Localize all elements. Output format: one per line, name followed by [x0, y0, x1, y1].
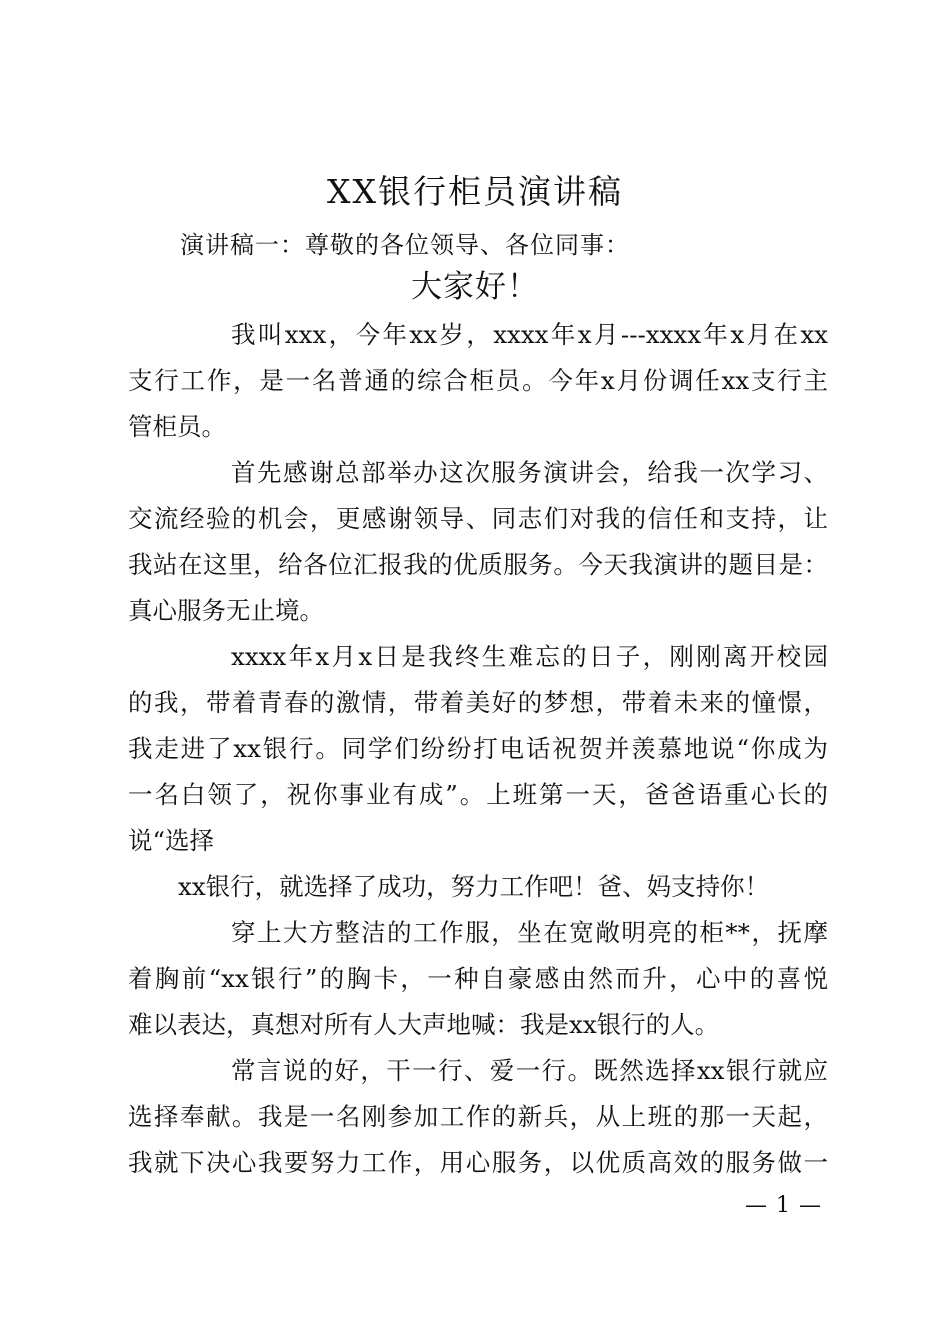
body-line: 常言说的好，干一行、爱一行。既然选择xx银行就应	[231, 1056, 828, 1085]
body-line: 真心服务无止境。	[128, 596, 324, 625]
body-line: xx银行，就选择了成功，努力工作吧！爸、妈支持你！	[178, 872, 770, 901]
greeting: 大家好！	[411, 269, 539, 305]
body-line: 交流经验的机会，更感谢领导、同志们对我的信任和支持，让	[128, 504, 828, 533]
body-line: 我走进了xx银行。同学们纷纷打电话祝贺并羡慕地说“你成为	[128, 734, 828, 763]
speech-subtitle: 演讲稿一：尊敬的各位领导、各位同事：	[180, 231, 630, 259]
body-line: 着胸前“xx银行”的胸卡，一种自豪感由然而升，心中的喜悦	[128, 964, 828, 993]
body-line: 穿上大方整洁的工作服，坐在宽敞明亮的柜**，抚摩	[231, 918, 828, 947]
body-line: 选择奉献。我是一名刚参加工作的新兵，从上班的那一天起，	[128, 1102, 828, 1131]
body-line: 的我，带着青春的激情，带着美好的梦想，带着未来的憧憬，	[128, 688, 828, 717]
body-line: 我叫xxx，今年xx岁，xxxx年x月---xxxx年x月在xx	[231, 320, 828, 349]
document-title: XX银行柜员演讲稿	[327, 172, 623, 211]
body-line: 一名白领了，祝你事业有成”。上班第一天，爸爸语重心长的	[128, 780, 828, 809]
body-line: 我站在这里，给各位汇报我的优质服务。今天我演讲的题目是：	[128, 550, 828, 579]
page-number: — 1 —	[745, 1193, 822, 1218]
body-line: 我就下决心我要努力工作，用心服务，以优质高效的服务做一	[128, 1148, 828, 1177]
body-line: 难以表达，真想对所有人大声地喊：我是xx银行的人。	[128, 1010, 720, 1039]
body-line: xxxx年x月x日是我终生难忘的日子，刚刚离开校园	[231, 642, 828, 671]
body-line: 支行工作，是一名普通的综合柜员。今年x月份调任xx支行主	[128, 366, 828, 395]
body-line: 管柜员。	[128, 412, 226, 441]
body-line: 说“选择	[128, 826, 215, 855]
body-line: 首先感谢总部举办这次服务演讲会，给我一次学习、	[231, 458, 828, 487]
